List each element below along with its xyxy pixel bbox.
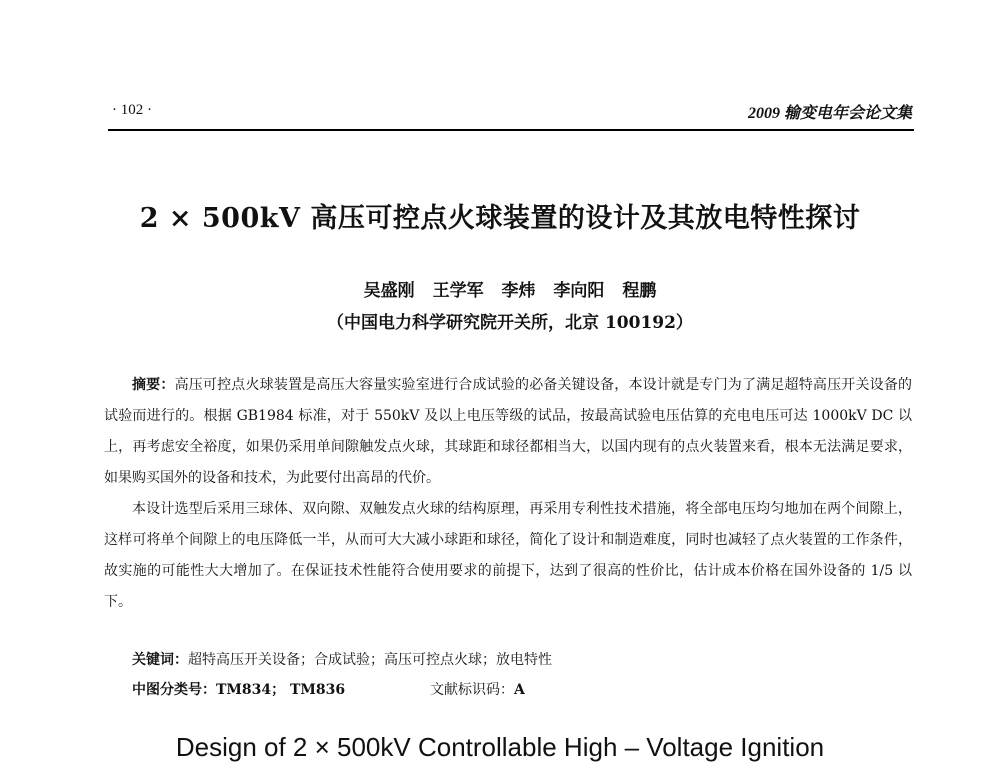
abstract-paragraph-1 [104,370,912,494]
affiliation: （中国电力科学研究院开关所，北京 100192） [327,313,693,333]
journal-name: 2009 输变电年会论文集 [747,105,912,122]
abstract-text-1: 高压可控点火球装置是高压大容量实验室进行合成试验的必备关键设备，本设计就是专门为了满足超特高压开关设备的试验而进行的。根据 GB1984 标准，对于 550kV 及以上电压等级的试品，按最高试验电压估算的充电电压可达 1000kV DC 以上，再考虑安全裕度，如果仍采用单间隙触发点火球，其球距和球径都相当大，以国内现有的点火装置来看，根本无法满足要求，如果购买国外的设备和技术，为此要付出高昂的代价。 [104,377,913,486]
document-code [430,678,525,702]
page-header [112,96,912,126]
author-list: 吴盛刚 王学军 李炜 李向阳 程鹏 [363,281,657,301]
keywords-label: 关键词： [132,652,188,668]
header-divider [108,129,914,131]
keywords [104,648,912,672]
document-code-text: A [514,682,525,698]
classification-text: TM834； TM836 [216,682,346,698]
paper-title: 2 × 500kV 高压可控点火球装置的设计及其放电特性探讨 [139,203,861,234]
abstract-label: 摘要： [132,377,175,393]
keywords-text: 超特高压开关设备；合成试验；高压可控点火球；放电特性 [188,652,552,668]
english-title: Design of 2 × 500kV Controllable High – Voltage Ignition [175,732,825,762]
abstract [104,370,912,618]
page-number: · 102 · [112,102,152,118]
abstract-paragraph-2: 本设计选型后采用三球体、双向隙、双触发点火球的结构原理，再采用专利性技术措施，将全部电压均匀地加在两个间隙上，这样可将单个间隙上的电压降低一半，从而可大大减小球距和球径，简化了设计和制造难度，同时也减轻了点火装置的工作条件，故实施的可能性大大增加了。在保证技术性能符合使用要求的前提下，达到了很高的性价比，估计成本价格在国外设备的 1/5 以下。 [104,501,912,610]
classification-label: 中图分类号： [132,682,216,698]
document-code-label: 文献标识码： [430,682,514,698]
